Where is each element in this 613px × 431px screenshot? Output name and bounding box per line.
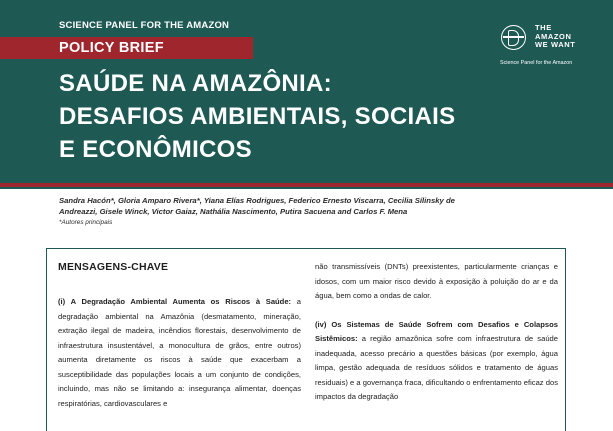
- key-messages-box: [46, 248, 566, 431]
- title-line: DESAFIOS AMBIENTAIS, SOCIAIS: [59, 103, 456, 130]
- message-text: a degradação ambiental na Amazônia (desmatamento, mineração, extração ilegal de madeira, incêndios florestais, desenvolvimento de infraestrutura insustentável, a monocultura de grãos, entre outros) aumenta diretamente os riscos à saúde que exacerbam a susceptibilidade das populações locais a um conjunto de condições, incluindo, mas não se limitando a: insegurança alimentar, doenças respiratórias, cardiovasculares e: [58, 297, 301, 408]
- page-title: [59, 67, 539, 166]
- logo-text-line: WE WANT: [535, 40, 576, 49]
- message-text: não transmissíveis (DNTs) preexistentes, particularmente crianças e idosos, com um maior risco devido à exposição à poluição do ar e da água, bem como a ondas de calor.: [315, 262, 558, 300]
- author-line: Sandra Hacón*, Gloria Amparo Rivera*, Yiana Elías Rodrigues, Federico Ernesto Viscarra, Cecilia Sílinsky de: [59, 196, 455, 205]
- logo-wordmark: [535, 24, 605, 50]
- org-label: SCIENCE PANEL FOR THE AMAZON: [59, 20, 230, 31]
- logo-text-line: THE: [535, 23, 552, 32]
- author-line: Andreazzi, Gisele Winck, Victor Gaiaz, Nathália Nascimento, Putira Sacuena and Carlos F. Mena: [59, 207, 408, 216]
- key-messages-heading: MENSAGENS-CHAVE: [58, 261, 169, 273]
- policy-brief-label: POLICY BRIEF: [59, 40, 164, 56]
- message-heading: (i) A Degradação Ambiental Aumenta os Riscos à Saúde:: [58, 297, 292, 306]
- header-banner: [0, 0, 613, 183]
- title-line: E ECONÔMICOS: [59, 136, 252, 163]
- paragraph-gap: [315, 304, 558, 318]
- author-list: [59, 195, 539, 217]
- logo-subtitle: Science Panel for the Amazon: [500, 60, 573, 66]
- divider-green: [0, 187, 613, 189]
- key-messages-right-column: [315, 260, 558, 405]
- globe-logo-icon: [501, 25, 526, 50]
- message-heading: (iv) Os Sistemas de Saúde Sofrem com Desafios e Colapsos Sistêmicos:: [315, 319, 558, 343]
- key-messages-left-column: [58, 295, 301, 411]
- message-text: a região amazônica sofre com infraestrutura de saúde inadequada, acesso precário a questões básicas (por exemplo, água limpa, gestão adequada de resíduos sólidos e tratamento de águas residuais) e a governança fraca, dificultando o enfrentamento eficaz dos impactos da degradação: [315, 334, 558, 401]
- title-line: SAÚDE NA AMAZÔNIA:: [59, 70, 332, 97]
- logo-text-line: AMAZON: [535, 31, 572, 41]
- policy-brief-badge: [0, 37, 253, 59]
- amazon-we-want-logo: [500, 24, 604, 70]
- lead-authors-note: *Autores principais: [59, 219, 113, 226]
